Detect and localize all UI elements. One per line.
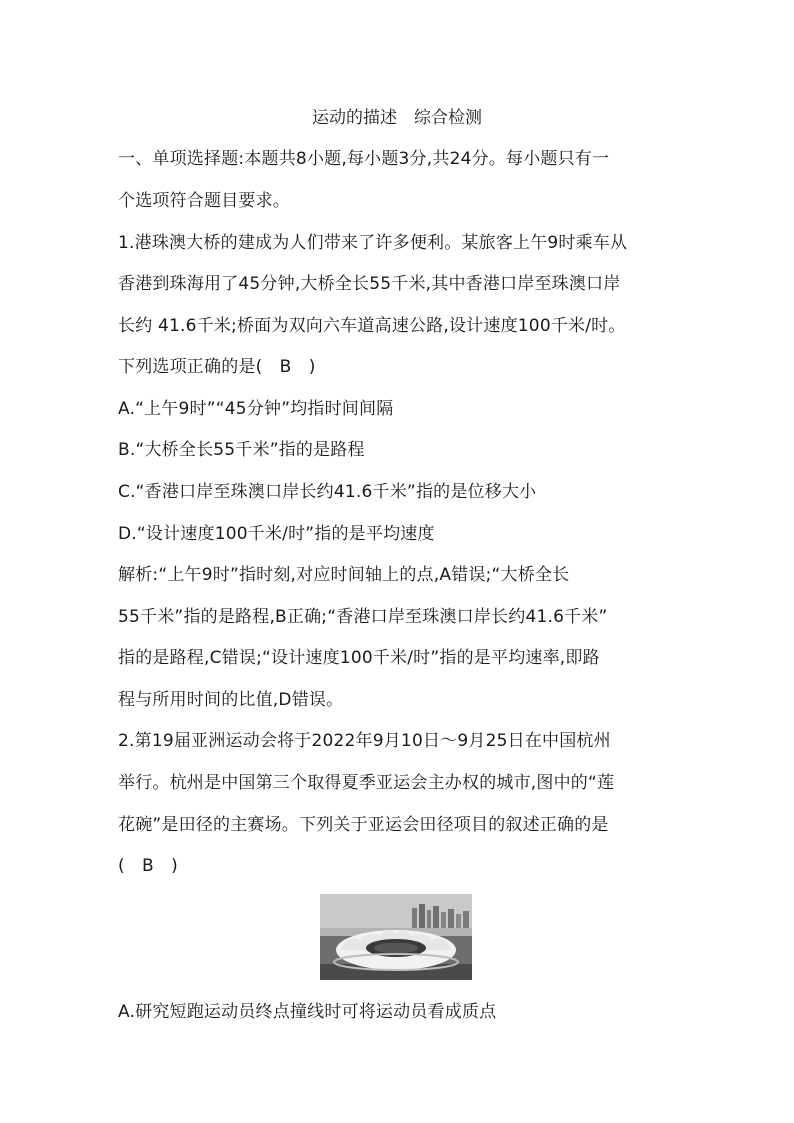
page-title: 运动的描述 综合检测 [312,108,482,128]
q1-option-c: C.“香港口岸至珠澳口岸长约41.6千米”指的是位移大小 [118,482,537,502]
q1-stem-line-3: 长约 41.6千米;桥面为双向六车道高速公路,设计速度100千米/时。 [118,316,626,336]
q1-stem-line-4: 下列选项正确的是( B ) [118,357,316,377]
q1-analysis-line-2: 55千米”指的是路程,B正确;“香港口岸至珠澳口岸长约41.6千米” [118,607,608,627]
q1-analysis-line-4: 程与所用时间的比值,D错误。 [118,690,344,710]
section-heading-line-2: 个选项符合题目要求。 [118,191,290,211]
q1-analysis-line-1: 解析:“上午9时”指时刻,对应时间轴上的点,A错误;“大桥全长 [118,565,570,585]
q2-stem-line-1: 2.第19届亚洲运动会将于2022年9月10日～9月25日在中国杭州 [118,731,611,751]
section-heading-line-1: 一、单项选择题:本题共8小题,每小题3分,共24分。每小题只有一 [118,149,610,169]
stadium-photo [320,894,472,980]
q2-stem-line-2: 举行。杭州是中国第三个取得夏季亚运会主办权的城市,图中的“莲 [118,773,615,793]
q1-analysis-line-3: 指的是路程,C错误;“设计速度100千米/时”指的是平均速率,即路 [118,648,600,668]
q1-stem-line-1: 1.港珠澳大桥的建成为人们带来了许多便利。某旅客上午9时乘车从 [118,233,628,253]
q1-stem-line-2: 香港到珠海用了45分钟,大桥全长55千米,其中香港口岸至珠澳口岸 [118,274,621,294]
q1-option-d: D.“设计速度100千米/时”指的是平均速度 [118,524,435,544]
q2-stem-line-3: 花碗”是田径的主赛场。下列关于亚运会田径项目的叙述正确的是 [118,815,609,835]
q2-option-a: A.研究短跑运动员终点撞线时可将运动员看成质点 [118,1002,497,1022]
q1-option-a: A.“上午9时”“45分钟”均指时间间隔 [118,399,394,419]
q1-option-b: B.“大桥全长55千米”指的是路程 [118,440,365,460]
q2-stem-line-4: ( B ) [118,856,178,876]
